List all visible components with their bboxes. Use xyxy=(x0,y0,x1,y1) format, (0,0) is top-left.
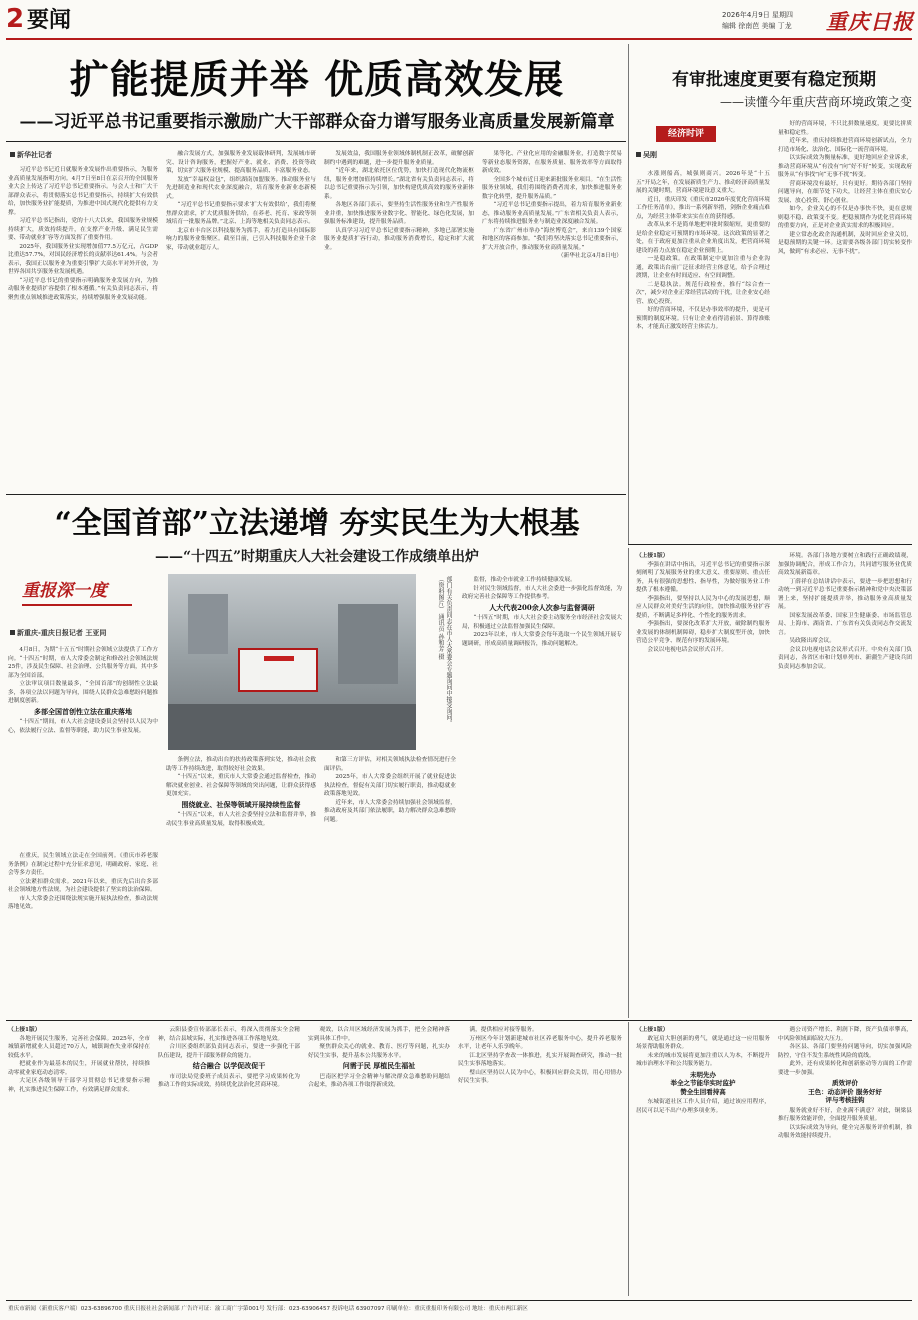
paragraph: 近日，重庆印发《重庆市2026年度优化营商环境工作任务清单》，推出一系列新举措，剑指企业痛点难点，为经营主体带来实实在在的获得感。 xyxy=(636,196,770,220)
paragraph: “习近平总书记重要指示要求‘扩大有效供给’，我们将聚焦群众需求，扩大优质服务供给，在养老、托育、家政等领域培育一批服务品牌。”北京、上海等地相关负责同志表示。 xyxy=(166,202,316,225)
commentary-subhead: ——读懂今年重庆营商环境政策之变 xyxy=(719,95,912,109)
paragraph: 此外，还有成果转化和创新驱动等方面的工作需要进一步加强。 xyxy=(778,1061,912,1076)
paragraph: 监督，推动全市就业工作持续健康发展。 xyxy=(473,577,576,583)
paragraph: 吴政隆出席会议。 xyxy=(789,638,835,644)
feature-logo-text: 重报深一度 xyxy=(22,581,107,601)
feature-col-3 xyxy=(166,756,316,1016)
paragraph: 条例立法，推动出台的扶持政策落到实处，推动社会救助等工作持续改进，取得较好社会效果。 xyxy=(166,757,316,772)
feature-subheading: 围绕就业、社保等领域开展持续性监督 xyxy=(181,799,301,809)
paragraph: 万州区今年计划新建城市社区养老服务中心，提升养老服务水平，让老年人乐享晚年。 xyxy=(458,1035,622,1050)
bottom-subheading: 问需于民 厚植民生福祉 xyxy=(342,1061,416,1070)
column-divider xyxy=(628,1022,629,1296)
page-number: 2 xyxy=(6,4,25,34)
feature-photo xyxy=(168,574,416,750)
paragraph: 全国多个城市近日迎来新批服务业项目。“在生活性服务业领域，我们将围绕消费者需求，加快推进服务业数字化转型，提升服务品质。” xyxy=(482,176,622,200)
feature-byline-text: 新重庆-重庆日报记者 王亚同 xyxy=(17,629,107,637)
paragraph: 以实际成效为衡量标准，更好地回应企业诉求，推动营商环境从“有没有”向“好不好”转变，实现政府服务从“有事找”向“无事不扰”转变。 xyxy=(778,155,912,178)
paragraph: 水涨则船高，城强则商兴。2026年是“十五五”开局之年，在发展新质生产力、推动经济高质量发展的关键时期，营商环境建设意义重大。 xyxy=(636,171,770,194)
paragraph: 习近平总书记近日就服务业发展作出重要指示，为服务业高质量发展指明方向。4月7日至8日在京召开的全国服务业大会上传达了习近平总书记重要指示。与会人士和广大干部群众表示，将贯彻落实总书记重要指示，持续扩大有效供给，加快服务业扩能提质，为推进中国式现代化提供有力支撑。 xyxy=(8,167,158,216)
paragraph: 如今，企业关心的不仅是办事快不快，更在意规则稳不稳、政策变不变。把稳预期作为优化营商环境的重要方向，正是对企业真实需求的积极回应。 xyxy=(778,206,912,229)
masthead xyxy=(0,0,918,40)
feature-subheading: 人大代表200余人次参与监督调研 xyxy=(489,602,595,612)
bottom-col-d xyxy=(458,1026,622,1296)
commentary-col-a xyxy=(636,170,770,542)
bottom-col-f xyxy=(778,1026,912,1296)
paragraph: 和第三方评估，对相关领域执法检查情况进行全面评估。 xyxy=(324,757,456,772)
paragraph: 李强指出，要坚持以人民为中心的发展思想，顺应人民群众对美好生活的向往，加快推动服务业扩容提质，不断满足多样化、个性化的服务需求。 xyxy=(636,595,770,619)
photo-gate-right xyxy=(338,604,398,684)
paragraph: 大足区各级领导干部学习贯彻总书记重要指示精神，扎实推进民生保障工作，有效满足群众需求。 xyxy=(8,1078,150,1093)
paragraph: 近年来，重庆持续推进营商环境创新试点，全力打造市场化、法治化、国际化一流营商环境。 xyxy=(778,138,912,153)
paragraph: “习近平总书记的重要指示明确服务业发展方向，为推动服务业提质扩容提供了根本遵循。”有关负责同志表示，将聚焦重点领域推进政策落实，持续增强服务业发展动能。 xyxy=(8,277,158,301)
lead-byline xyxy=(10,150,120,162)
paragraph: 融合发展方式，加强服务业发展载体研判，发展城市研究、设计咨询服务，把握好产业、就业、消费、投资等政策，切实扩大服务业规模、提高服务品质、丰富服务业态。 xyxy=(166,151,316,174)
paragraph: 以实际成效为导向，健全完善服务评价机制，推动服务效能持续提升。 xyxy=(778,1124,912,1139)
paragraph: 广东省广州市举办“海丝博览会”，来自139个国家和地区的客商参加。“我们将坚决落实总书记重要指示，扩大开放合作，推动服务业高质量发展。” xyxy=(482,227,622,251)
lead-headline: 扩能提质并举 优质高效发展 xyxy=(69,57,565,103)
commentary-headline: 有审批速度更要有稳定预期 xyxy=(672,70,876,90)
lead-col-4 xyxy=(482,150,622,486)
feature-col-2 xyxy=(8,852,158,1016)
date-line: 2026年4月9日 星期四 xyxy=(722,11,793,19)
photo-gate-left xyxy=(188,594,228,654)
paragraph: 会议以电视电话会议形式召开。中央有关部门负责同志，各省区市和计划单列市、新疆生产建设兵团负责同志参加会议。 xyxy=(778,646,912,670)
paragraph: 一是稳政策。在政策制定中更加注重与企业沟通，政策出台前广泛征求经营主体意见，给予合理过渡期，让企业有时间适应、有空间调整。 xyxy=(636,256,770,279)
paragraph: 把就业作为最基本的民生，开展就业帮扶，持续推动零就业家庭动态清零。 xyxy=(8,1061,150,1076)
paragraph: “近年来，湖北依托区位优势，加快打造现代化物流枢纽，服务业增加值持续增长。”湖北省有关负责同志表示，将以总书记重要指示为引领，加快构建优质高效的服务业新体系。 xyxy=(324,168,474,200)
paragraph: 江北区坚持学查改一体推进，扎实开展调查研究，推动一批民生实事落地落实。 xyxy=(458,1052,622,1067)
feature-col-1 xyxy=(8,646,158,852)
continued-col-7 xyxy=(778,552,912,1016)
paragraph: 营商环境没有最好，只有更好。期待各部门坚持问题导向，在细节处下功夫，让经营主体在重庆安心发展、放心投资、舒心创业。 xyxy=(778,180,912,204)
paragraph: 针对民生领域监督，市人大社会委进一步强化监督效能，为政府完善社会保障等工作提供参考。 xyxy=(462,585,622,600)
paragraph: 敢冠肩大胆创新的勇气，就是通过这一应用服务场景帮助服务群众。 xyxy=(636,1035,770,1050)
paragraph: 市司法局党委班子成员表示，要把学习成果转化为推动工作的实际成效，持续优化法治化营商环境。 xyxy=(158,1073,300,1088)
bottom-col-a xyxy=(8,1026,150,1296)
commentary-col-b xyxy=(778,120,912,542)
paragraph: 丁薛祥在总结讲话中表示，要进一步把思想和行动统一到习近平总书记重要指示精神和党中央决策部署上来，坚持扩能提质并举，推动服务业高质量发展。 xyxy=(778,578,912,610)
lead-col-3 xyxy=(324,150,474,486)
paragraph: 二是稳执法。规范行政检查，推行“综合查一次”，减少对企业正常经营活动的干扰，让企业安心经营、放心投资。 xyxy=(636,281,770,305)
bottom-col-b xyxy=(158,1026,300,1296)
paragraph: 好的营商环境，不仅是办事效率的提升，更是可预期的制度环境。只有让企业看得清前景、算得准账本，才能真正激发经营主体活力。 xyxy=(636,307,770,330)
lead-col-1 xyxy=(8,166,158,486)
feature-logo xyxy=(22,580,140,610)
photo-caption: 部门有关负责同志在市人大常委会专题询问中接受询问。（资料图片） 通讯员 孙和芳 摄 xyxy=(437,576,452,726)
lead-headline-rule xyxy=(6,141,626,142)
paragraph: 李强指出，要深化改革扩大开放，破除制约服务业发展的体制机制障碍，稳步扩大制度型开放，加快营造公平竞争、规范有序的发展环境。 xyxy=(636,621,770,644)
paragraph: “十四五”期间，市人大社会建设委员会坚持以人民为中心，依法履行立法、监督等职能，助力民生事业发展。 xyxy=(8,719,158,734)
paragraph: 璧山区坚持以人民为中心，积极回应群众关切，用心用情办好民生实事。 xyxy=(458,1069,622,1084)
paragraph: 遇公司资产增长、利润下降，资产负债率攀高，中风险领域面临较大压力。 xyxy=(778,1027,912,1042)
paragraph: “十四五”以来，市人大社会委坚持立法和监督并举，推动民生事业高质量发展，取得积极成效。 xyxy=(166,812,316,827)
paragraph: 合川区委组织部负责同志表示，要进一步强化干部队伍建设，提升干部服务群众的能力。 xyxy=(158,1044,300,1059)
paragraph: 国家发展改革委、国家卫生健康委、市场监管总局、上海市、湖南省、广东省有关负责同志作交流发言。 xyxy=(778,612,912,636)
photo-screen xyxy=(238,648,318,692)
paragraph: 市人大常委会还围绕法规实施开展执法检查，推动法规落地见效。 xyxy=(8,895,158,910)
footer-text: 重庆市新闻（新重庆客户端）023-63896700 重庆日报社社会新闻部 广告许可证：渝工商广字第001号 发行部：023-63906457 投诉电话 63907097 印刷单位：重庆重报印务有限公司 地址：重庆市两江新区 xyxy=(8,1306,528,1312)
paragraph: 立法审议项目数量最多，“全国首部”的创制性立法最多，各项立法以问题为导向，围绕人民群众急难愁盼问题推进制度创新。 xyxy=(8,681,158,704)
feature-col-4 xyxy=(324,756,456,1016)
paragraph: 云阳县委宣传部部长表示，将深入贯彻落实全会精神，结合县域实际，扎实推进各项工作落地见效。 xyxy=(158,1027,300,1042)
paragraph: 观效，以合川区域经济发展为抓手，把全会精神落实到具体工作中。 xyxy=(308,1027,450,1042)
paragraph: 北京市丰台区以科技服务为抓手，着力打造具有国际影响力的服务业集聚区。截至目前，已引入科技服务企业千余家，带动就业超万人。 xyxy=(166,227,316,251)
paragraph: 李强在讲话中指出，习近平总书记的重要指示深刻阐明了发展服务业的重大意义、重要原则、重点任务，具有很强的思想性、指导性，为做好服务业工作提供了根本遵循。 xyxy=(636,561,770,593)
dateline-credit: （新华社北京4月8日电） xyxy=(557,253,622,259)
paragraph: 满，提供相应对接等服务。 xyxy=(469,1027,538,1033)
section-rule xyxy=(6,494,626,495)
continued-marker: （上接1版） xyxy=(636,1027,669,1033)
paragraph: 2023年以来，市人大常委会每年选取一个民生领域开展专题调研，形成高质量调研报告，推动问题解决。 xyxy=(462,632,622,647)
lead-byline-text: 新华社记者 xyxy=(17,151,52,159)
section-rule xyxy=(6,1020,912,1021)
paragraph: 2025年，市人大常委会组织开展了就业促进法执法检查，督促有关部门切实履行职责，推动稳就业政策落地见效。 xyxy=(324,774,456,797)
footer-rule xyxy=(6,1300,912,1301)
feature-headline: “全国首部”立法递增 夯实民生为大根基 xyxy=(54,506,580,541)
continued-col-6 xyxy=(636,552,770,1016)
feature-col-5 xyxy=(462,576,622,1016)
feature-subhead: ——“十四五”时期重庆人大社会建设工作成绩单出炉 xyxy=(154,549,480,565)
paper-name-logo: 重庆日报 xyxy=(826,9,914,34)
lead-col-2 xyxy=(166,150,316,486)
byline-square-icon xyxy=(636,152,641,157)
paragraph: 巴南区把学习全会精神与解决群众急难愁盼问题结合起来，推动各项工作取得新成效。 xyxy=(308,1073,450,1088)
editor-line: 编辑 徐南芭 美编 丁龙 xyxy=(722,22,792,30)
paragraph: “习近平总书记重要指示提出，着力培育服务业新业态，推动服务业高质量发展。”广东省相关负责人表示，广东将持续推进服务业与制造业深度融合发展。 xyxy=(482,202,622,225)
commentary-byline-text: 吴刚 xyxy=(643,151,657,159)
bottom-col-e xyxy=(636,1026,770,1296)
paragraph: 习近平总书记指出，党的十八大以来，我国服务业规模持续扩大，质效持续提升，在支撑产业升级、满足民生需要、带动就业扩容等方面发挥了重要作用。 xyxy=(8,218,158,241)
bottom-col-c xyxy=(308,1026,450,1296)
column-divider xyxy=(628,44,629,544)
paragraph: 4月8日，为期“十五五”时期社会领域立法提供了工作方向。“十四五”时期，市人大常委会制定和修改社会领域法规25件，涉及民生保障、社会治理、公共服务等方面，其中多部为全国首部。 xyxy=(8,647,158,679)
feature-logo-underline xyxy=(22,604,132,606)
paragraph: 东城街道社区工作人员介绍，通过该应用程序，居民可以足不出户办理多项业务。 xyxy=(636,1099,770,1114)
continued-marker: （上接1版） xyxy=(636,553,669,559)
masthead-rule xyxy=(6,38,912,40)
byline-square-icon xyxy=(10,630,15,635)
paragraph: 各区县、各部门要坚持问题导向，切实加强风险防控，守住不发生系统性风险的底线。 xyxy=(778,1044,912,1059)
paragraph: 立法紧扣群众需求。2021年以来，重庆先后出台多部社会领域地方性法规，为社会建设提供了坚实的法治保障。 xyxy=(8,878,158,893)
paragraph: 建立常态化政企沟通机制，及时回应企业关切，是稳预期的关键一环。这需要各级各部门切实转变作风，做到“有求必应、无事不扰”。 xyxy=(778,231,912,255)
lead-subhead: ——习近平总书记重要指示激励广大干部群众奋力谱写服务业高质量发展新篇章 xyxy=(19,112,615,132)
bottom-subheading: 未明先办 举全之节能华实时监护 赞全生回看持高 xyxy=(670,1070,736,1096)
paragraph: 发展效益，我国服务业领域体制机制正改革，破解创新制约中遇到的难题，进一步提升服务业质量。 xyxy=(324,151,474,166)
paragraph: 发放“幸福权益包”，组织湖南加盟服务。推动服务业与先进制造业和现代农业深度融合，培育服务业新业态新模式。 xyxy=(166,176,316,200)
section-rule xyxy=(628,544,912,545)
paragraph: 各地开展民生服务，完善社会保障。2025年，全市城镇新增就业人员超过70万人，城镇调查失业率保持在较低水平。 xyxy=(8,1035,150,1059)
paragraph: 果等化、产业化应用的金融服务业，打造数字贸易等新业态服务资源，在服务质量、服务效率等方面取得新成效。 xyxy=(482,151,622,174)
paragraph: 2025年，我国服务业实现增加值77.5万亿元，占GDP比重达57.7%，对国民经济增长的贡献率达61.4%。与会者表示，我国正以服务业为重要引擎扩大高水平对外开放，为世界各国共享服务业发展机遇。 xyxy=(8,243,158,275)
paragraph: 好的营商环境，不只比拼数量速度，更要比拼质量和稳定性。 xyxy=(778,121,912,136)
paragraph: “十四五”时期，市人大社会委主动服务全市经济社会发展大局，积极通过立法监督加强民生保障。 xyxy=(462,615,622,630)
byline-square-icon xyxy=(10,152,15,157)
paragraph: 改革从来不是简单地把审批时限缩短，更重要的是给企业稳定可预期的市场环境。这次政策的显著之处，在于政府更加注重从企业角度出发，把营商环境建设的着力点放在稳定企业预期上。 xyxy=(636,222,770,254)
paragraph: 各地区各部门表示，要坚持生活性服务业和生产性服务业并重，加快推进服务业数字化、智能化、绿色化发展，加强服务标准建设，提升服务品质。 xyxy=(324,202,474,225)
photo-floor xyxy=(168,704,416,750)
commentary-byline xyxy=(636,150,696,162)
feature-byline xyxy=(10,628,170,640)
continued-marker: （上接1版） xyxy=(8,1027,41,1033)
photo-screen-red-bar xyxy=(264,656,294,661)
paragraph: 会议以电视电话会议形式召开。 xyxy=(647,646,728,653)
section-name: 要闻 xyxy=(27,7,72,33)
paragraph: 近年来，市人大常委会持续加强社会领域监督，推动政府及其部门依法履职，助力解决群众急难愁盼问题。 xyxy=(324,799,456,823)
paragraph: “十四五”以来，重庆市人大常委会通过监督检查，推动解决就业创业、社会保障等领域的突出问题，让群众获得感更加充实。 xyxy=(166,774,316,797)
feature-subheading: 多部全国首创性立法在重庆落地 xyxy=(34,706,132,716)
paragraph: 在重庆，民生领域立法走在全国前列。《重庆市养老服务条例》在制定过程中充分征求意见，明确政府、家庭、社会等多方责任。 xyxy=(8,853,158,876)
paragraph: 聚焦群众关心的就业、教育、医疗等问题，扎实办好民生实事，提升基本公共服务水平。 xyxy=(308,1044,450,1059)
paragraph: 未来的城市发展将更加注重以人为本，不断提升城市治理水平和公共服务能力。 xyxy=(636,1052,770,1067)
bottom-subheading: 结合融合 以学促改促干 xyxy=(192,1061,266,1070)
column-divider xyxy=(628,548,629,1018)
paragraph: 环境。各部门各地方要树立和践行正确政绩观，加强协调配合，形成工作合力，共同谱写服务业优质高效发展新篇章。 xyxy=(778,553,912,576)
commentary-tag: 经济时评 xyxy=(656,126,716,142)
paragraph: 认真学习习近平总书记重要指示精神，多地已部署实施服务业提质扩容行动，推动服务消费增长，稳定和扩大就业。 xyxy=(324,227,474,251)
paragraph: 服务就业好不好，企业满不满意？对此，铜梁县推行服务效能评价，全面提升服务质量。 xyxy=(778,1107,912,1122)
bottom-subheading: 质效评价 王色：动态评价 服务好好 评与考核挂钩 xyxy=(808,1079,882,1104)
